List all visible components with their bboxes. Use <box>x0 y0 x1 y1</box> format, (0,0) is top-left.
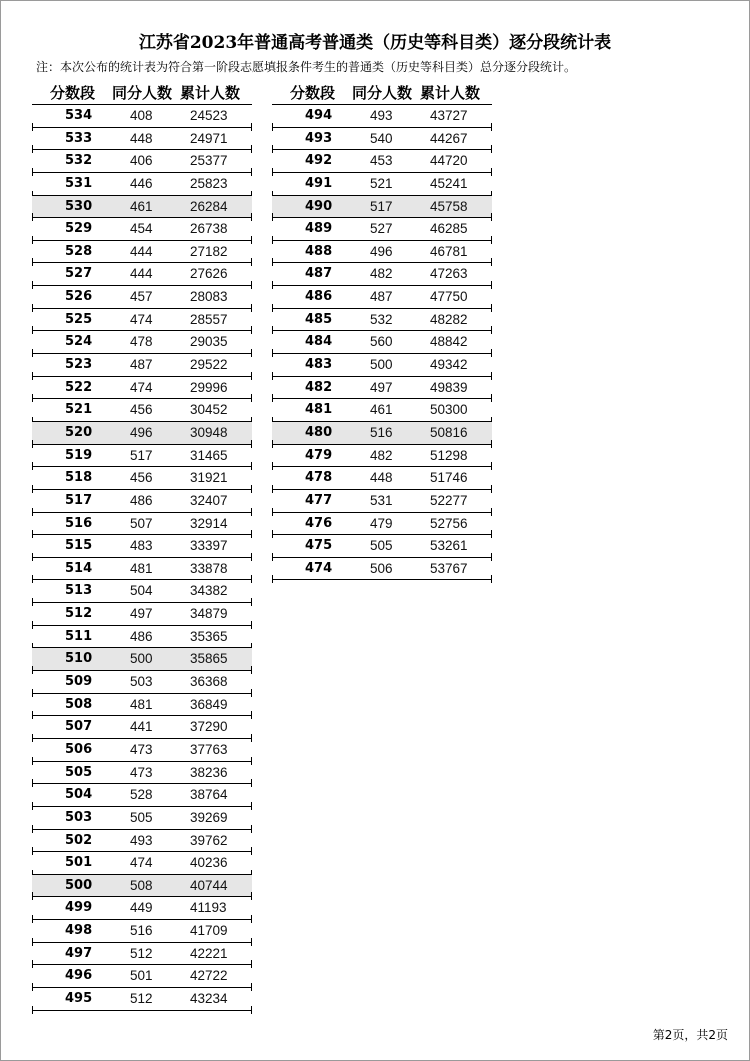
score-cell: 501 <box>65 855 93 871</box>
total-cell: 41193 <box>190 900 227 916</box>
left-table <box>32 80 252 1011</box>
table-row <box>32 762 252 785</box>
total-cell: 42722 <box>190 968 228 984</box>
row-tick <box>491 575 492 583</box>
table-row <box>272 467 492 490</box>
total-cell: 51746 <box>430 470 468 486</box>
table-row <box>32 173 252 196</box>
total-cell: 34382 <box>190 583 228 599</box>
score-cell: 513 <box>65 583 93 599</box>
left-table-header <box>32 80 252 105</box>
score-cell: 512 <box>65 606 93 622</box>
score-cell: 481 <box>305 402 333 418</box>
table-row <box>272 331 492 354</box>
score-cell: 514 <box>65 560 93 576</box>
total-cell: 53767 <box>430 560 468 576</box>
score-cell: 509 <box>65 674 93 690</box>
score-cell: 517 <box>65 492 93 508</box>
score-cell: 494 <box>305 108 333 123</box>
count-cell: 444 <box>130 266 153 282</box>
table-row <box>32 241 252 264</box>
table-row <box>32 218 252 241</box>
total-cell: 27626 <box>190 266 228 282</box>
score-cell: 528 <box>65 243 93 259</box>
total-cell: 40236 <box>190 855 228 871</box>
score-cell: 505 <box>65 764 93 780</box>
score-cell: 504 <box>65 787 93 803</box>
total-cell: 52756 <box>430 515 468 531</box>
table-row <box>32 965 252 988</box>
score-cell: 500 <box>65 877 93 893</box>
total-cell: 49839 <box>430 379 468 395</box>
count-cell: 449 <box>130 900 153 916</box>
table-row <box>32 535 252 558</box>
table-row <box>32 852 252 875</box>
count-cell: 540 <box>370 130 393 146</box>
table-row <box>272 286 492 309</box>
total-cell: 51298 <box>430 447 468 463</box>
count-cell: 456 <box>130 402 153 418</box>
total-cell: 39269 <box>190 809 228 825</box>
count-cell: 473 <box>130 764 153 780</box>
score-cell: 498 <box>65 923 93 939</box>
score-cell: 503 <box>65 809 93 825</box>
score-cell: 510 <box>65 651 93 667</box>
total-cell: 36368 <box>190 674 228 690</box>
score-cell: 487 <box>305 266 333 282</box>
total-cell: 48282 <box>430 311 468 327</box>
total-cell: 30948 <box>190 424 228 440</box>
count-cell: 486 <box>130 628 153 644</box>
score-cell: 495 <box>65 990 93 1006</box>
table-row <box>32 354 252 377</box>
score-cell: 518 <box>65 470 93 486</box>
score-cell: 515 <box>65 538 93 554</box>
score-cell: 478 <box>305 470 333 486</box>
total-cell: 46285 <box>430 221 468 237</box>
score-cell: 511 <box>65 628 93 644</box>
count-cell: 503 <box>130 674 153 690</box>
score-cell: 516 <box>65 515 93 531</box>
total-cell: 25377 <box>190 153 228 169</box>
row-tick <box>251 1006 252 1014</box>
score-cell: 492 <box>305 153 333 169</box>
header-count: 同分人数 <box>352 84 413 102</box>
score-cell: 483 <box>305 357 333 373</box>
table-row <box>32 105 252 128</box>
table-row <box>272 490 492 513</box>
count-cell: 496 <box>370 243 393 259</box>
table-row <box>272 128 492 151</box>
table-row <box>272 513 492 536</box>
table-row <box>272 241 492 264</box>
count-cell: 457 <box>130 289 153 305</box>
total-cell: 33397 <box>190 538 228 554</box>
total-cell: 29035 <box>190 334 228 350</box>
table-row <box>32 580 252 603</box>
table-row <box>272 173 492 196</box>
score-cell: 484 <box>305 334 333 350</box>
total-cell: 34879 <box>190 606 228 622</box>
score-cell: 530 <box>65 198 93 214</box>
score-cell: 520 <box>65 424 93 440</box>
table-row <box>272 218 492 241</box>
table-row <box>32 445 252 468</box>
score-cell: 524 <box>65 334 93 350</box>
row-tick <box>32 1006 33 1014</box>
total-cell: 52277 <box>430 492 468 508</box>
total-cell: 26284 <box>190 198 228 214</box>
count-cell: 500 <box>370 357 393 373</box>
table-row <box>32 399 252 422</box>
score-cell: 482 <box>305 379 333 395</box>
table-row <box>272 422 492 445</box>
total-cell: 29996 <box>190 379 228 395</box>
table-row <box>32 467 252 490</box>
table-row <box>272 105 492 128</box>
count-cell: 474 <box>130 311 153 327</box>
count-cell: 461 <box>130 198 153 214</box>
table-row <box>32 807 252 830</box>
table-row <box>32 331 252 354</box>
score-cell: 526 <box>65 289 93 305</box>
total-cell: 24971 <box>190 130 228 146</box>
right-table-body <box>272 105 492 580</box>
table-row <box>32 150 252 173</box>
count-cell: 406 <box>130 153 153 169</box>
total-cell: 35865 <box>190 651 228 667</box>
total-cell: 53261 <box>430 538 468 554</box>
total-cell: 32914 <box>190 515 228 531</box>
table-row <box>272 196 492 219</box>
score-cell: 479 <box>305 447 333 463</box>
table-row <box>272 263 492 286</box>
table-row <box>32 830 252 853</box>
total-cell: 43727 <box>430 108 468 123</box>
table-row <box>32 196 252 219</box>
table-row <box>272 354 492 377</box>
count-cell: 501 <box>130 968 153 984</box>
score-cell: 486 <box>305 289 333 305</box>
count-cell: 506 <box>370 560 393 576</box>
score-cell: 531 <box>65 175 93 191</box>
count-cell: 487 <box>370 289 393 305</box>
table-row <box>32 422 252 445</box>
count-cell: 528 <box>130 787 153 803</box>
total-cell: 28557 <box>190 311 228 327</box>
table-row <box>272 445 492 468</box>
count-cell: 505 <box>130 809 153 825</box>
table-row <box>32 739 252 762</box>
table-row <box>32 286 252 309</box>
total-cell: 50300 <box>430 402 468 418</box>
count-cell: 486 <box>130 492 153 508</box>
header-score: 分数段 <box>50 84 96 102</box>
count-cell: 512 <box>130 945 153 961</box>
count-cell: 482 <box>370 266 393 282</box>
score-cell: 522 <box>65 379 93 395</box>
table-row <box>32 558 252 581</box>
header-total: 累计人数 <box>180 84 241 102</box>
count-cell: 560 <box>370 334 393 350</box>
count-cell: 505 <box>370 538 393 554</box>
count-cell: 521 <box>370 175 393 191</box>
total-cell: 29522 <box>190 357 228 373</box>
score-cell: 533 <box>65 130 93 146</box>
total-cell: 49342 <box>430 357 468 373</box>
count-cell: 473 <box>130 741 153 757</box>
count-cell: 493 <box>130 832 153 848</box>
table-row <box>32 897 252 920</box>
row-tick <box>272 575 273 583</box>
table-row <box>272 377 492 400</box>
total-cell: 38764 <box>190 787 228 803</box>
count-cell: 454 <box>130 221 153 237</box>
table-row <box>32 920 252 943</box>
count-cell: 516 <box>370 424 393 440</box>
table-row <box>32 309 252 332</box>
score-cell: 488 <box>305 243 333 259</box>
score-cell: 490 <box>305 198 333 214</box>
count-cell: 532 <box>370 311 393 327</box>
table-row <box>272 399 492 422</box>
count-cell: 482 <box>370 447 393 463</box>
table-row <box>32 943 252 966</box>
total-cell: 25823 <box>190 175 228 191</box>
table-row <box>272 150 492 173</box>
page-number: 第2页，共2页 <box>652 1028 728 1042</box>
total-cell: 31465 <box>190 447 228 463</box>
count-cell: 441 <box>130 719 153 735</box>
score-cell: 499 <box>65 900 93 916</box>
total-cell: 35365 <box>190 628 228 644</box>
table-row <box>32 626 252 649</box>
total-cell: 37290 <box>190 719 228 735</box>
score-cell: 477 <box>305 492 333 508</box>
count-cell: 478 <box>130 334 153 350</box>
count-cell: 517 <box>370 198 393 214</box>
count-cell: 487 <box>130 357 153 373</box>
score-cell: 496 <box>65 968 93 984</box>
table-row <box>32 603 252 626</box>
count-cell: 531 <box>370 492 393 508</box>
score-cell: 475 <box>305 538 333 554</box>
total-cell: 28083 <box>190 289 228 305</box>
right-table <box>272 80 492 580</box>
count-cell: 512 <box>130 990 153 1006</box>
score-cell: 485 <box>305 311 333 327</box>
total-cell: 27182 <box>190 243 228 259</box>
total-cell: 41709 <box>190 923 228 939</box>
score-cell: 489 <box>305 221 333 237</box>
table-note: 注：本次公布的统计表为符合第一阶段志愿填报条件考生的普通类（历史等科目类）总分逐分段统计。 <box>36 60 577 74</box>
table-row <box>272 309 492 332</box>
count-cell: 483 <box>130 538 153 554</box>
count-cell: 527 <box>370 221 393 237</box>
header-total: 累计人数 <box>420 84 481 102</box>
score-cell: 532 <box>65 153 93 169</box>
count-cell: 456 <box>130 470 153 486</box>
total-cell: 47750 <box>430 289 468 305</box>
count-cell: 446 <box>130 175 153 191</box>
count-cell: 504 <box>130 583 153 599</box>
score-cell: 474 <box>305 560 333 576</box>
count-cell: 497 <box>370 379 393 395</box>
table-row <box>32 671 252 694</box>
score-cell: 493 <box>305 130 333 146</box>
total-cell: 47263 <box>430 266 468 282</box>
score-cell: 480 <box>305 424 333 440</box>
count-cell: 474 <box>130 855 153 871</box>
table-row <box>32 263 252 286</box>
count-cell: 481 <box>130 560 153 576</box>
total-cell: 42221 <box>190 945 228 961</box>
total-cell: 36849 <box>190 696 228 712</box>
header-score: 分数段 <box>290 84 336 102</box>
score-cell: 497 <box>65 945 93 961</box>
count-cell: 517 <box>130 447 153 463</box>
score-cell: 506 <box>65 741 93 757</box>
count-cell: 474 <box>130 379 153 395</box>
table-row <box>272 558 492 581</box>
table-row <box>32 513 252 536</box>
count-cell: 448 <box>370 470 393 486</box>
total-cell: 44720 <box>430 153 468 169</box>
total-cell: 31921 <box>190 470 228 486</box>
table-row <box>272 535 492 558</box>
count-cell: 444 <box>130 243 153 259</box>
score-cell: 476 <box>305 515 333 531</box>
total-cell: 33878 <box>190 560 228 576</box>
total-cell: 37763 <box>190 741 228 757</box>
count-cell: 497 <box>130 606 153 622</box>
total-cell: 38236 <box>190 764 228 780</box>
total-cell: 30452 <box>190 402 228 418</box>
score-cell: 519 <box>65 447 93 463</box>
score-cell: 502 <box>65 832 93 848</box>
header-count: 同分人数 <box>112 84 173 102</box>
total-cell: 45758 <box>430 198 468 214</box>
total-cell: 45241 <box>430 175 468 191</box>
total-cell: 24523 <box>190 108 228 123</box>
score-cell: 523 <box>65 357 93 373</box>
score-cell: 534 <box>65 108 93 123</box>
score-cell: 527 <box>65 266 93 282</box>
total-cell: 26738 <box>190 221 228 237</box>
page-title: 江苏省2023年普通高考普通类（历史等科目类）逐分段统计表 <box>138 33 612 53</box>
count-cell: 508 <box>130 877 153 893</box>
total-cell: 32407 <box>190 492 228 508</box>
total-cell: 46781 <box>430 243 468 259</box>
total-cell: 40744 <box>190 877 228 893</box>
total-cell: 39762 <box>190 832 228 848</box>
count-cell: 448 <box>130 130 153 146</box>
table-row <box>32 694 252 717</box>
score-cell: 525 <box>65 311 93 327</box>
count-cell: 500 <box>130 651 153 667</box>
left-table-body <box>32 105 252 1011</box>
right-table-header <box>272 80 492 105</box>
score-cell: 491 <box>305 175 333 191</box>
score-cell: 507 <box>65 719 93 735</box>
table-row <box>32 875 252 898</box>
score-cell: 529 <box>65 221 93 237</box>
table-row <box>32 377 252 400</box>
count-cell: 493 <box>370 108 393 123</box>
total-cell: 48842 <box>430 334 468 350</box>
total-cell: 50816 <box>430 424 468 440</box>
score-cell: 508 <box>65 696 93 712</box>
count-cell: 408 <box>130 108 153 123</box>
table-row <box>32 128 252 151</box>
total-cell: 43234 <box>190 990 228 1006</box>
score-cell: 521 <box>65 402 93 418</box>
count-cell: 453 <box>370 153 393 169</box>
count-cell: 516 <box>130 923 153 939</box>
count-cell: 507 <box>130 515 153 531</box>
table-row <box>32 648 252 671</box>
table-row <box>32 988 252 1011</box>
table-row <box>32 490 252 513</box>
table-row <box>32 716 252 739</box>
count-cell: 481 <box>130 696 153 712</box>
count-cell: 461 <box>370 402 393 418</box>
table-row <box>32 784 252 807</box>
total-cell: 44267 <box>430 130 468 146</box>
count-cell: 479 <box>370 515 393 531</box>
count-cell: 496 <box>130 424 153 440</box>
